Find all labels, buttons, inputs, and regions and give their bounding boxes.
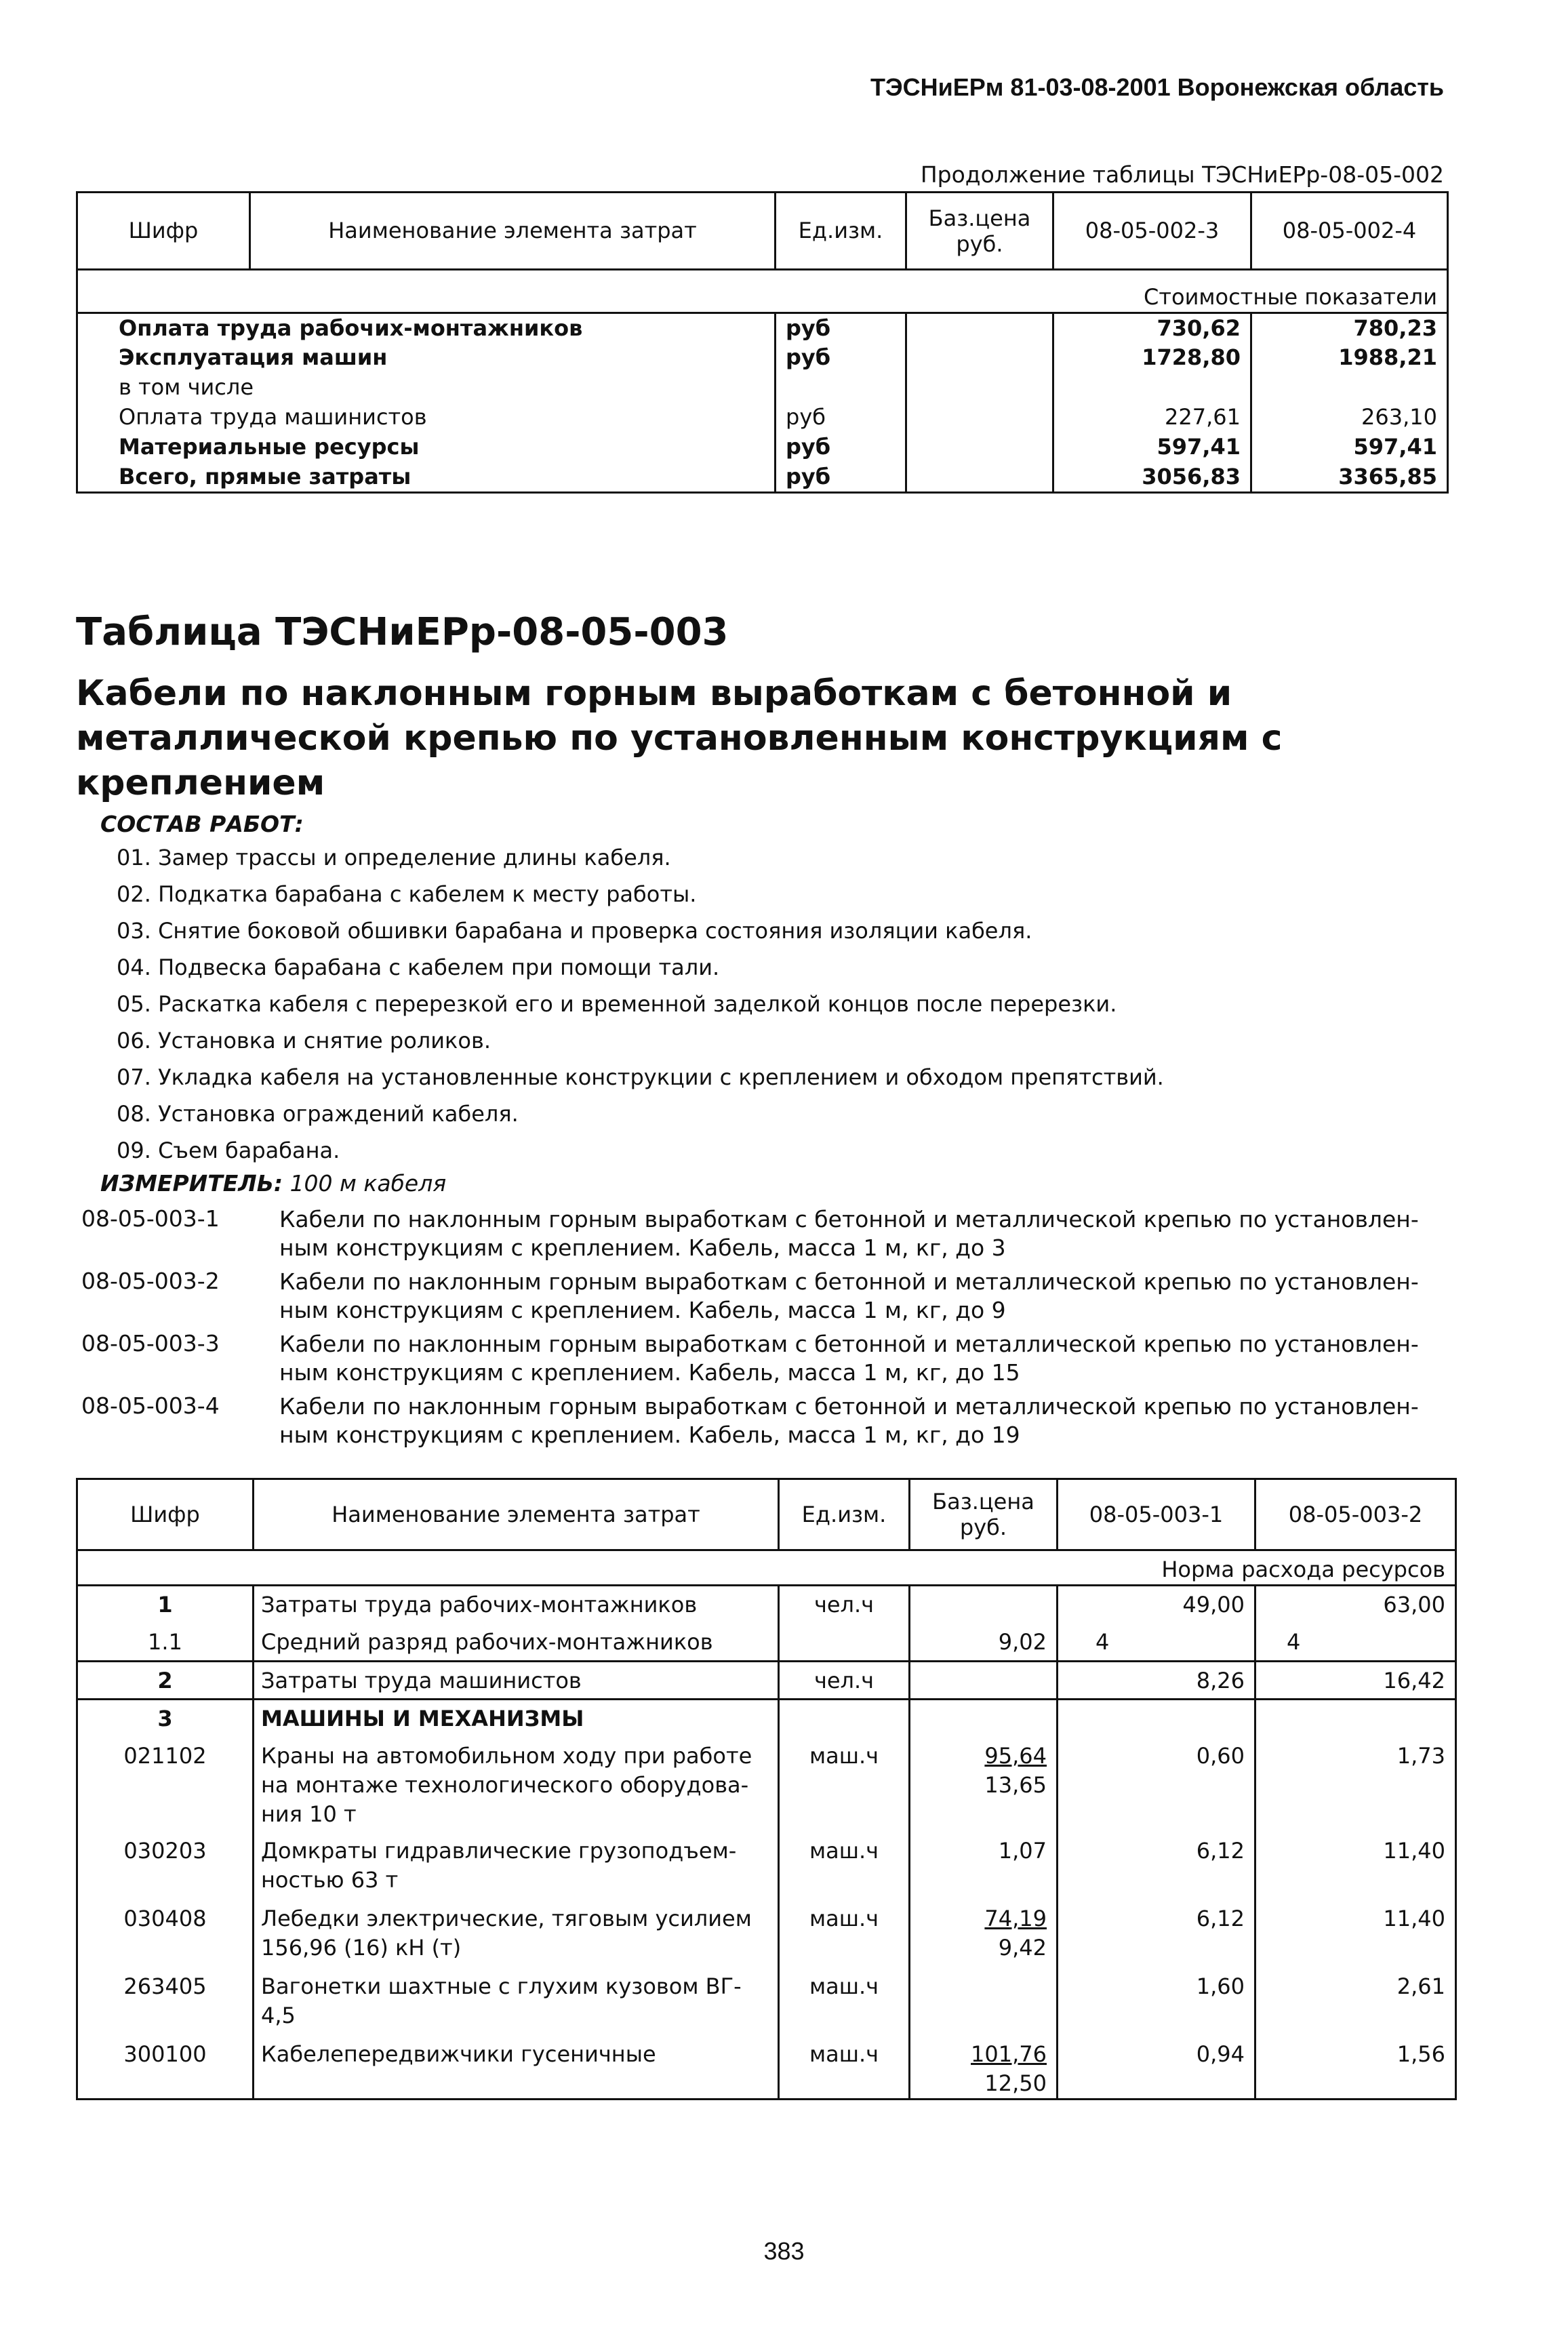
code-description-line: Кабели по наклонным горным выработкам с бетонной и металлической крепью по установлен-: [279, 1393, 1419, 1420]
row-unit: руб: [776, 433, 906, 462]
row-name-line: 4,5: [261, 2002, 296, 2028]
table-row: [77, 1700, 1456, 1738]
row-value-1: [1053, 373, 1251, 403]
table-row: [77, 1968, 1456, 2036]
row-value-1: 597,41: [1053, 433, 1251, 462]
table-row: [77, 1662, 1456, 1700]
row-code: 030408: [77, 1900, 254, 1968]
code-description: [279, 1330, 1432, 1387]
row-value-2: 63,00: [1255, 1586, 1456, 1624]
row-name: [254, 2036, 779, 2100]
row-name: Средний разряд рабочих-монтажников: [254, 1624, 779, 1662]
row-value-2: 11,40: [1255, 1900, 1456, 1968]
row-value-1: 8,26: [1058, 1662, 1255, 1700]
row-base-price: [910, 1586, 1058, 1624]
row-value-1: 6,12: [1058, 1900, 1255, 1968]
row-unit: [776, 373, 906, 403]
row-value-1: 4: [1058, 1624, 1255, 1662]
code-description-line: ным конструкциям с креплением. Кабель, масса 1 м, кг, до 15: [279, 1359, 1020, 1386]
table-row: [77, 343, 1448, 373]
table-row: [77, 313, 1448, 344]
resource-table-body: [77, 1586, 1456, 2100]
row-base-price: [910, 1900, 1058, 1968]
row-name-line: Домкраты гидравлические грузоподъем-: [261, 1837, 737, 1864]
row-value-2: 3365,85: [1251, 462, 1448, 493]
row-value-1: 227,61: [1053, 403, 1251, 433]
row-unit: маш.ч: [779, 1832, 910, 1900]
row-value-2: 1,56: [1255, 2036, 1456, 2100]
row-unit: руб: [776, 313, 906, 344]
row-name-line: 156,96 (16) кН (т): [261, 1934, 462, 1961]
code-description: [279, 1205, 1432, 1262]
header-shifr: Шифр: [77, 1479, 254, 1550]
work-item: 07. Укладка кабеля на установленные конструкции с креплением и обходом препятствий.: [117, 1064, 1164, 1090]
table-row: [77, 1586, 1456, 1624]
table-row: [77, 1900, 1456, 1968]
subheader-cost-indicators: Стоимостные показатели: [1053, 270, 1448, 313]
work-item: 08. Установка ограждений кабеля.: [117, 1101, 519, 1127]
row-code: 1: [77, 1586, 254, 1624]
header-name: Наименование элемента затрат: [254, 1479, 779, 1550]
row-base-price: [910, 1968, 1058, 2036]
row-name-line: на монтаже технологического оборудова-: [261, 1771, 749, 1798]
cost-table-1: [76, 191, 1449, 494]
row-name-line: ностью 63 т: [261, 1866, 399, 1893]
row-value-1: 730,62: [1053, 313, 1251, 344]
table-subtitle: Кабели по наклонным горным выработкам с бетонной и металлической крепью по установленным конструкциям с креплением: [76, 673, 1283, 803]
resource-table: [76, 1478, 1457, 2100]
row-base-price: [906, 433, 1053, 462]
table-row: [77, 373, 1448, 403]
code-description-line: Кабели по наклонным горным выработкам с бетонной и металлической крепью по установлен-: [279, 1206, 1419, 1232]
header-col-2: 08-05-003-2: [1255, 1479, 1456, 1550]
work-item: 03. Снятие боковой обшивки барабана и проверка состояния изоляции кабеля.: [117, 918, 1032, 944]
works-label: СОСТАВ РАБОТ:: [100, 811, 304, 837]
row-name: Оплата труда рабочих-монтажников: [77, 313, 776, 344]
row-value-2: 780,23: [1251, 313, 1448, 344]
table-row: [77, 1624, 1456, 1662]
row-unit: руб: [776, 462, 906, 493]
row-unit: маш.ч: [779, 1968, 910, 2036]
row-code: 1.1: [77, 1624, 254, 1662]
header-col-1: 08-05-003-1: [1058, 1479, 1255, 1550]
row-unit: маш.ч: [779, 2036, 910, 2100]
row-name: МАШИНЫ И МЕХАНИЗМЫ: [254, 1700, 779, 1738]
row-base-price: [910, 2036, 1058, 2100]
row-value-1: [1058, 1700, 1255, 1738]
row-value-2: 2,61: [1255, 1968, 1456, 2036]
row-value-1: 1,60: [1058, 1968, 1255, 2036]
running-header: ТЭСНиЕРм 81-03-08-2001 Воронежская область: [870, 73, 1444, 101]
row-base-price: [906, 462, 1053, 493]
header-name: Наименование элемента затрат: [250, 193, 776, 270]
row-name: [254, 1968, 779, 2036]
row-name-line: ния 10 т: [261, 1801, 357, 1827]
header-col-2: 08-05-002-4: [1251, 193, 1448, 270]
table-row: [77, 403, 1448, 433]
price-labor: 9,02: [998, 1628, 1047, 1655]
row-value-2: 597,41: [1251, 433, 1448, 462]
price-labor: 1,07: [998, 1837, 1047, 1864]
row-value-1: 1728,80: [1053, 343, 1251, 373]
row-value-1: 0,60: [1058, 1738, 1255, 1832]
work-item: 02. Подкатка барабана с кабелем к месту работы.: [117, 881, 697, 907]
code-description-line: ным конструкциям с креплением. Кабель, масса 1 м, кг, до 9: [279, 1297, 1006, 1323]
code-number: 08-05-003-2: [81, 1268, 220, 1294]
price-labor: 9,42: [998, 1934, 1047, 1961]
row-name: [254, 1738, 779, 1832]
row-value-1: 6,12: [1058, 1832, 1255, 1900]
row-unit: чел.ч: [779, 1586, 910, 1624]
table-row: [77, 462, 1448, 493]
row-name: [254, 1900, 779, 1968]
measure-value: 100 м кабеля: [289, 1170, 447, 1197]
table-title: Таблица ТЭСНиЕРр-08-05-003: [76, 610, 729, 654]
row-name: Материальные ресурсы: [77, 433, 776, 462]
code-description: [279, 1268, 1432, 1325]
row-name: Затраты труда машинистов: [254, 1662, 779, 1700]
row-name: Оплата труда машинистов: [77, 403, 776, 433]
table-row: [77, 1738, 1456, 1832]
row-base-price: [906, 373, 1053, 403]
row-unit: чел.ч: [779, 1662, 910, 1700]
row-name: [254, 1832, 779, 1900]
page-number: 383: [763, 2237, 805, 2265]
row-name: в том числе: [77, 373, 776, 403]
header-base-price: Баз.цена руб.: [906, 193, 1053, 270]
row-name: Всего, прямые затраты: [77, 462, 776, 493]
row-value-2: [1255, 1700, 1456, 1738]
code-description-line: ным конструкциям с креплением. Кабель, масса 1 м, кг, до 19: [279, 1422, 1020, 1448]
subheader-resource-norm: Норма расхода ресурсов: [1058, 1550, 1456, 1586]
code-description-line: Кабели по наклонным горным выработкам с бетонной и металлической крепью по установлен-: [279, 1331, 1419, 1357]
price-labor: 12,50: [984, 2070, 1047, 2096]
row-unit: маш.ч: [779, 1900, 910, 1968]
measure-label: ИЗМЕРИТЕЛЬ:: [100, 1170, 283, 1197]
row-code: 030203: [77, 1832, 254, 1900]
row-value-2: 263,10: [1251, 403, 1448, 433]
price-labor: 13,65: [984, 1771, 1047, 1798]
header-shifr: Шифр: [77, 193, 250, 270]
row-code: 021102: [77, 1738, 254, 1832]
row-code: 3: [77, 1700, 254, 1738]
row-name: Затраты труда рабочих-монтажников: [254, 1586, 779, 1624]
measure-line: [100, 1170, 446, 1197]
code-description-line: Кабели по наклонным горным выработкам с бетонной и металлической крепью по установлен-: [279, 1268, 1419, 1295]
price-machine: 101,76: [971, 2041, 1047, 2067]
work-item: 04. Подвеска барабана с кабелем при помощи тали.: [117, 955, 720, 980]
row-base-price: [906, 343, 1053, 373]
row-base-price: [910, 1662, 1058, 1700]
row-unit: руб: [776, 343, 906, 373]
table-continuation-note: Продолжение таблицы ТЭСНиЕРр-08-05-002: [920, 161, 1444, 188]
price-machine: 74,19: [984, 1905, 1047, 1931]
table-row: [77, 433, 1448, 462]
row-code: 2: [77, 1662, 254, 1700]
row-unit: [779, 1700, 910, 1738]
header-unit: Ед.изм.: [776, 193, 906, 270]
row-value-2: 16,42: [1255, 1662, 1456, 1700]
work-item: 01. Замер трассы и определение длины кабеля.: [117, 845, 671, 870]
code-description-line: ным конструкциям с креплением. Кабель, масса 1 м, кг, до 3: [279, 1234, 1006, 1261]
table-row: [77, 2036, 1456, 2100]
row-value-2: 11,40: [1255, 1832, 1456, 1900]
code-number: 08-05-003-3: [81, 1330, 220, 1357]
row-name-line: Вагонетки шахтные с глухим кузовом ВГ-: [261, 1973, 742, 1999]
code-number: 08-05-003-1: [81, 1205, 220, 1232]
row-base-price: [910, 1624, 1058, 1662]
row-code: 300100: [77, 2036, 254, 2100]
header-col-1: 08-05-002-3: [1053, 193, 1251, 270]
row-code: 263405: [77, 1968, 254, 2036]
code-number: 08-05-003-4: [81, 1392, 220, 1419]
work-item: 06. Установка и снятие роликов.: [117, 1028, 491, 1053]
row-value-2: [1251, 373, 1448, 403]
row-base-price: [906, 403, 1053, 433]
row-value-1: 49,00: [1058, 1586, 1255, 1624]
row-base-price: [906, 313, 1053, 344]
row-base-price: [910, 1738, 1058, 1832]
header-unit: Ед.изм.: [779, 1479, 910, 1550]
row-value-1: 0,94: [1058, 2036, 1255, 2100]
row-name: Эксплуатация машин: [77, 343, 776, 373]
row-base-price: [910, 1700, 1058, 1738]
row-unit: [779, 1624, 910, 1662]
work-item: 09. Съем барабана.: [117, 1138, 340, 1163]
row-value-2: 1,73: [1255, 1738, 1456, 1832]
work-item: 05. Раскатка кабеля с перерезкой его и временной заделкой концов после перерезки.: [117, 991, 1117, 1017]
header-base-price: Баз.цена руб.: [910, 1479, 1058, 1550]
row-value-1: 3056,83: [1053, 462, 1251, 493]
row-unit: руб: [776, 403, 906, 433]
row-value-2: 1988,21: [1251, 343, 1448, 373]
row-name-line: Краны на автомобильном ходу при работе: [261, 1742, 752, 1769]
row-name-line: Лебедки электрические, тяговым усилием: [261, 1905, 752, 1931]
table-row: [77, 1832, 1456, 1900]
row-unit: маш.ч: [779, 1738, 910, 1832]
cost-table-1-body: [77, 313, 1448, 493]
row-value-2: 4: [1255, 1624, 1456, 1662]
row-name-line: Кабелепередвижчики гусеничные: [261, 2041, 656, 2067]
price-machine: 95,64: [984, 1742, 1047, 1769]
row-base-price: [910, 1832, 1058, 1900]
code-description: [279, 1392, 1432, 1449]
